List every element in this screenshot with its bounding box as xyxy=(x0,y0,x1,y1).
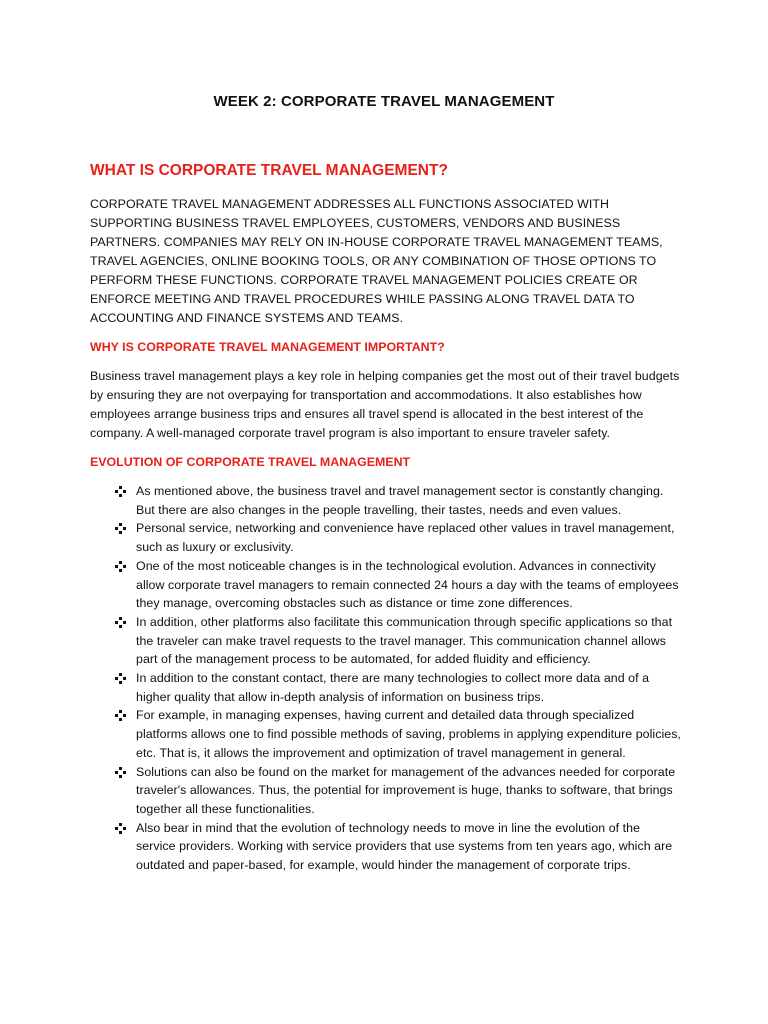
intro-paragraph: CORPORATE TRAVEL MANAGEMENT ADDRESSES ALL FUNCTIONS ASSOCIATED WITH SUPPORTING BUSINESS TRAVEL EMPLOYEES, CUSTOMERS, VENDORS AND BUSINESS PARTNERS. COMPANIES MAY RELY ON IN-HOUSE CORPORATE TRAVEL MANAGEMENT TEAMS, TRAVEL AGENCIES, ONLINE BOOKING TOOLS, OR ANY COMBINATION OF THOSE OPTIONS TO PERFORM THESE FUNCTIONS. CORPORATE TRAVEL MANAGEMENT POLICIES CREATE OR ENFORCE MEETING AND TRAVEL PROCEDURES WHILE PASSING ALONG TRAVEL DATA TO ACCOUNTING AND FINANCE SYSTEMS AND TEAMS. xyxy=(90,197,663,325)
document-body xyxy=(90,161,682,875)
document-title: WEEK 2: CORPORATE TRAVEL MANAGEMENT xyxy=(213,93,555,110)
diamond-bullet-icon xyxy=(115,617,126,628)
why-paragraph: Business travel management plays a key role in helping companies get the most out of their travel budgets by ensuring they are not overpaying for transportation and accommodations. It also establishes how employees arrange business trips and ensures all travel spend is allocated in the best interest of the company. A well-managed corporate travel program is also important to ensure traveler safety. xyxy=(90,369,680,440)
list-item xyxy=(115,519,682,556)
list-item xyxy=(115,819,682,875)
list-item xyxy=(115,669,682,706)
list-item-text: For example, in managing expenses, having current and detailed data through specialized platforms allows one to find possible methods of saving, problems in applying expenditure policies, etc. That is, it allows the improvement and optimization of travel management in general. xyxy=(136,708,681,760)
list-item xyxy=(115,706,682,762)
list-item-text: As mentioned above, the business travel and travel management sector is constantly changing. But there are also changes in the people travelling, their tastes, needs and even values. xyxy=(136,484,664,517)
diamond-bullet-icon xyxy=(115,767,126,778)
list-item-text: Solutions can also be found on the market for management of the advances needed for corporate traveler's allowances. Thus, the potential for improvement is huge, thanks to software, that brings together all these functionalities. xyxy=(136,764,676,816)
why-heading: WHY IS CORPORATE TRAVEL MANAGEMENT IMPORTANT? xyxy=(90,340,445,354)
list-item-text: One of the most noticeable changes is in the technological evolution. Advances in connectivity allow corporate travel managers to remain connected 24 hours a day with the teams of employees they manage, overcoming obstacles such as distance or time zone differences. xyxy=(136,558,679,611)
diamond-bullet-icon xyxy=(115,523,126,534)
list-item xyxy=(115,763,682,819)
list-item xyxy=(115,482,682,519)
diamond-bullet-icon xyxy=(115,823,126,834)
diamond-bullet-icon xyxy=(115,673,126,684)
diamond-bullet-icon xyxy=(115,561,126,572)
list-item-text: In addition, other platforms also facilitate this communication through specific applications so that the traveler can make travel requests to the travel manager. This communication channel allows part of the management process to be automated, for added fluidity and efficiency. xyxy=(136,614,673,667)
evolution-heading: EVOLUTION OF CORPORATE TRAVEL MANAGEMENT xyxy=(90,455,411,469)
evolution-list xyxy=(90,482,682,875)
list-item-text: Personal service, networking and convenience have replaced other values in travel management, such as luxury or exclusivity. xyxy=(136,521,675,555)
section-heading: WHAT IS CORPORATE TRAVEL MANAGEMENT? xyxy=(90,162,448,179)
list-item xyxy=(115,557,682,613)
list-item-text: Also bear in mind that the evolution of technology needs to move in line the evolution of the service providers. Working with service providers that use systems from ten years ago, which are outdated and paper-based, for example, would hinder the management of corporate trips. xyxy=(136,820,673,873)
diamond-bullet-icon xyxy=(115,486,126,497)
list-item-text: In addition to the constant contact, there are many technologies to collect more data and of a higher quality that allow in-depth analysis of information on business trips. xyxy=(136,671,650,704)
list-item xyxy=(115,613,682,669)
diamond-bullet-icon xyxy=(115,710,126,721)
